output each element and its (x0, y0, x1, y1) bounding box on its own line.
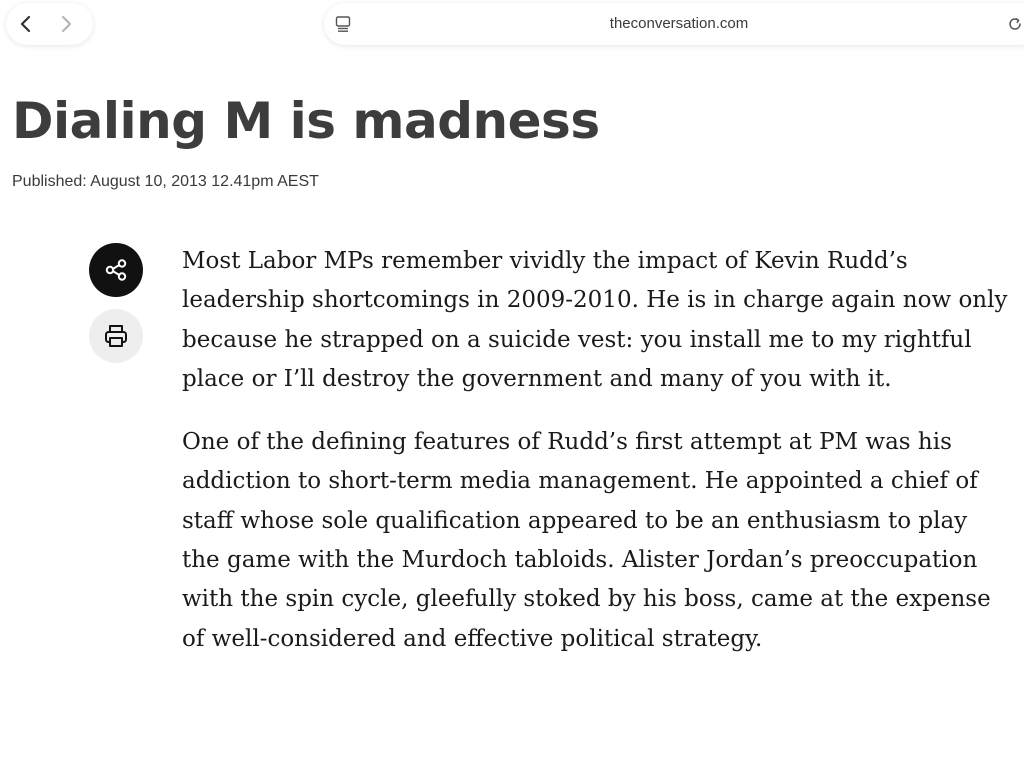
published-date: Published: August 10, 2013 12.41pm AEST (12, 173, 319, 190)
url-text: theconversation.com (609, 15, 749, 32)
forward-button[interactable] (46, 3, 86, 45)
address-bar[interactable] (324, 3, 1024, 45)
article-paragraph: Most Labor MPs remember vividly the impact of Kevin Rudd’s leadership shortcomings in 2009-2010. He is in charge again now only because he strapped on a suicide vest: you install me to my rightful place or I’ll destroy the government and many of you with it. (182, 248, 1008, 392)
navigation-controls (6, 3, 93, 45)
reload-icon[interactable] (1007, 16, 1023, 32)
share-button[interactable] (89, 243, 143, 297)
chevron-right-icon (59, 14, 73, 34)
article-body (182, 242, 1012, 683)
print-icon (102, 322, 130, 350)
share-icon (103, 257, 129, 283)
print-button[interactable] (89, 309, 143, 363)
article-paragraph: One of the defining features of Rudd’s first attempt at PM was his addiction to short-term media management. He appointed a chief of staff whose sole qualification appeared to be an enthusiasm to play the game with the Murdoch tabloids. Alister Jordan’s preoccupation with the spin cycle, gleefully stoked by his boss, came at the expense of well-considered and effective political strategy. (182, 429, 991, 652)
back-button[interactable] (6, 3, 46, 45)
chevron-left-icon (19, 14, 33, 34)
reader-mode-icon[interactable] (334, 15, 352, 33)
page-title: Dialing M is madness (12, 92, 600, 150)
